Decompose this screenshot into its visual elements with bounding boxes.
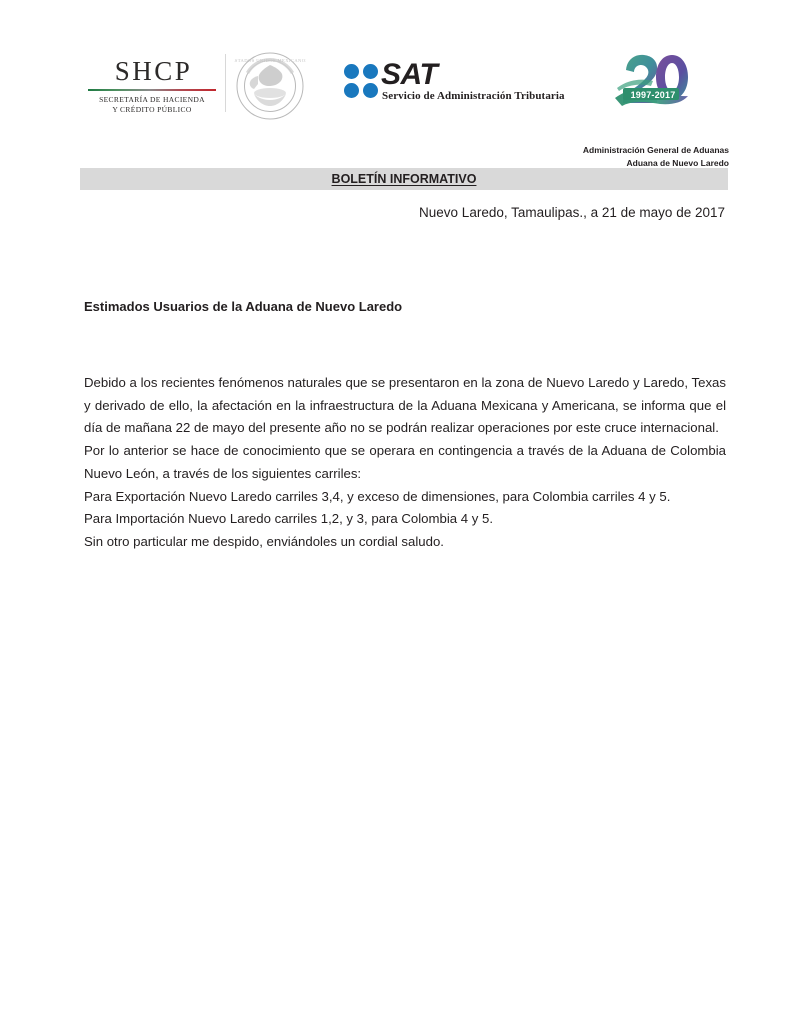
shcp-tricolor-rule — [88, 89, 216, 91]
date-line: Nuevo Laredo, Tamaulipas., a 21 de mayo de 2017 — [419, 205, 725, 220]
body-paragraph-4: Para Importación Nuevo Laredo carriles 1,2, y 3, para Colombia 4 y 5. — [84, 511, 494, 527]
sat-dot-2 — [363, 64, 378, 79]
mexican-national-seal-icon — [234, 50, 306, 122]
sat-dot-1 — [344, 64, 359, 79]
sat-tagline: Servicio de Administración Tributaria — [382, 90, 565, 102]
body-paragraph-1: Debido a los recientes fenómenos naturales que se presentaron en la zona de Nuevo Laredo y Laredo, Texas y derivado de ello, la afectación en la infraestructura de la Aduana Mexicana y Americana, se informa que el día de mañana 22 de mayo del presente año no se podrán realizar operaciones por este cruce internacional. — [84, 375, 726, 436]
shcp-subtitle-line2: Y CRÉDITO PÚBLICO — [112, 105, 192, 115]
svg-text:ESTADOS UNIDOS MEXICANOS: ESTADOS UNIDOS MEXICANOS — [234, 58, 306, 63]
document-body — [84, 372, 726, 554]
shcp-subtitle — [88, 95, 216, 115]
header-divider — [225, 54, 226, 112]
anniversary-years: 1997-2017 — [630, 90, 676, 100]
office-line-general-administration: Administración General de Aduanas — [582, 145, 729, 155]
shcp-subtitle-line1: SECRETARÍA DE HACIENDA — [99, 95, 205, 104]
sat-dots-icon — [344, 64, 378, 98]
page-title: BOLETÍN INFORMATIVO — [331, 172, 477, 186]
sat-dot-4 — [363, 83, 378, 98]
shcp-logo — [88, 58, 216, 115]
office-identification — [583, 144, 729, 170]
salutation: Estimados Usuarios de la Aduana de Nuevo Laredo — [84, 299, 403, 314]
body-paragraph-3: Para Exportación Nuevo Laredo carriles 3,4, y exceso de dimensiones, para Colombia carriles 4 y 5. — [84, 488, 671, 504]
body-paragraph-5: Sin otro particular me despido, enviándoles un cordial saludo. — [84, 533, 444, 549]
body-paragraph-2: Por lo anterior se hace de conocimiento que se operara en contingencia a través de la Aduana de Colombia Nuevo León, a través de los siguientes carriles: — [84, 443, 726, 481]
anniversary-logo — [612, 50, 690, 112]
shcp-acronym: SHCP — [114, 56, 193, 86]
bulletin-title-band — [80, 168, 728, 190]
sat-dot-3 — [344, 83, 359, 98]
header-logo-band — [0, 44, 791, 126]
office-line-customs: Aduana de Nuevo Laredo — [626, 158, 729, 169]
sat-acronym: SAT — [381, 58, 438, 91]
